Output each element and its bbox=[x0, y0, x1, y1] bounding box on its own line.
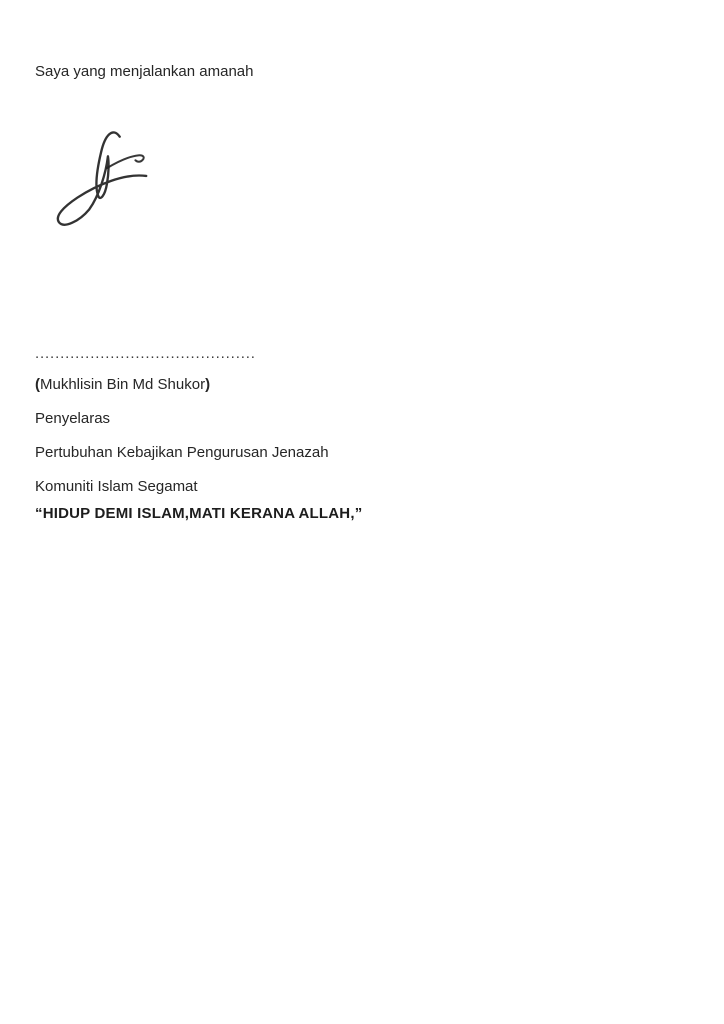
motto-line: “HIDUP DEMI ISLAM,MATI KERANA ALLAH,” bbox=[35, 505, 363, 522]
handwritten-signature-image bbox=[50, 118, 158, 230]
organization-name-line2: Komuniti Islam Segamat bbox=[35, 478, 198, 495]
dotted-signature-line: ............................................ bbox=[35, 345, 256, 362]
open-paren: ( bbox=[35, 376, 40, 393]
signatory-name-line bbox=[35, 376, 210, 394]
role-line: Penyelaras bbox=[35, 410, 111, 427]
organization-name-line1: Pertubuhan Kebajikan Pengurusan Jenazah bbox=[35, 444, 329, 461]
signature-icon bbox=[50, 118, 158, 230]
close-paren: ) bbox=[205, 376, 211, 393]
signatory-name: Mukhlisin Bin Md Shukor bbox=[40, 376, 206, 393]
intro-line: Saya yang menjalankan amanah bbox=[35, 63, 254, 80]
